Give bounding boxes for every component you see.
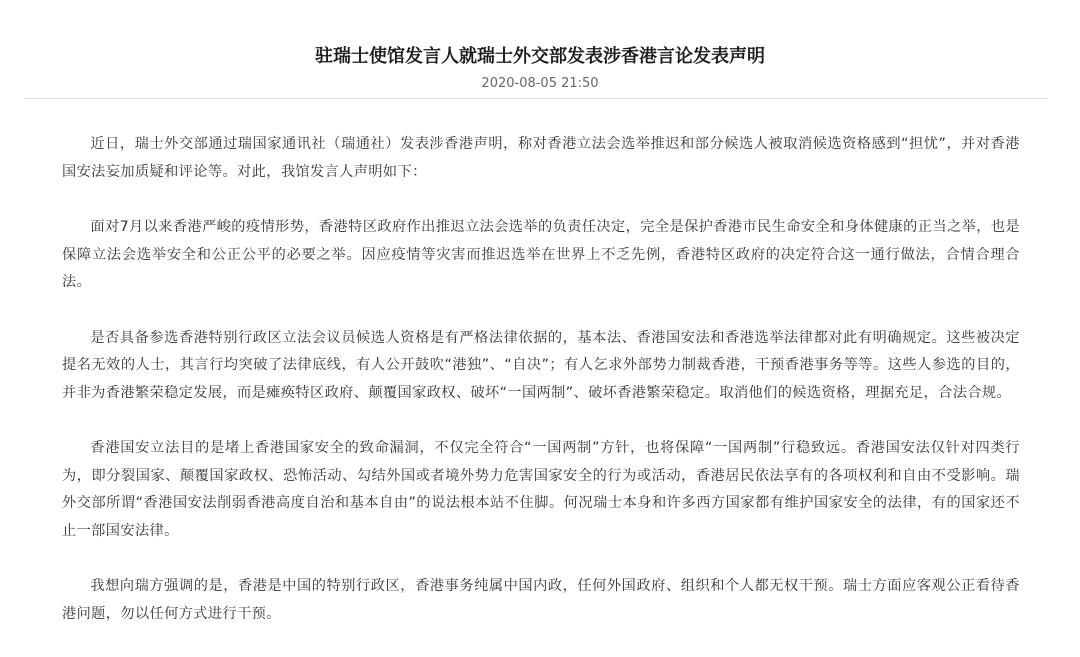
publish-date: 2020-08-05 21:50 — [481, 76, 599, 91]
divider — [24, 98, 1048, 99]
paragraph-1: 近日，瑞士外交部通过瑞国家通讯社（瑞通社）发表涉香港声明，称对香港立法会选举推迟和部分候选人被取消候选资格感到“担忧”，并对香港国安法妄加质疑和评论等。对此，我馆发言人声明如下： — [62, 136, 1020, 180]
paragraph-2: 面对7月以来香港严峻的疫情形势，香港特区政府作出推迟立法会选举的负责任决定，完全是保护香港市民生命安全和身体健康的正当之举，也是保障立法会选举安全和公正公平的必要之举。因应疫情等灾害而推迟选举在世界上不乏先例，香港特区政府的决定符合这一通行做法，合情合理合法。 — [62, 219, 1020, 290]
paragraph-4: 香港国安立法目的是堵上香港国家安全的致命漏洞，不仅完全符合“一国两制”方针，也将保障“一国两制”行稳致远。香港国安法仅针对四类行为，即分裂国家、颠覆国家政权、恐怖活动、勾结外国或者境外势力危害国家安全的行为或活动，香港居民依法享有的各项权利和自由不受影响。瑞外交部所谓“香港国安法削弱香港高度自治和基本自由”的说法根本站不住脚。何况瑞士本身和许多西方国家都有维护国家安全的法律，有的国家还不止一部国安法律。 — [62, 440, 1020, 539]
paragraph-3: 是否具备参选香港特别行政区立法会议员候选人资格是有严格法律依据的，基本法、香港国安法和香港选举法律都对此有明确规定。这些被决定提名无效的人士，其言行均突破了法律底线，有人公开鼓吹“港独”、“自决”；有人乞求外部势力制裁香港，干预香港事务等等。这些人参选的目的，并非为香港繁荣稳定发展，而是瘫痪特区政府、颠覆国家政权、破坏“一国两制”、破坏香港繁荣稳定。取消他们的候选资格，理据充足，合法合规。 — [62, 329, 1020, 401]
article-title: 驻瑞士使馆发言人就瑞士外交部发表涉香港言论发表声明 — [315, 46, 765, 67]
article-body — [62, 131, 1020, 656]
paragraph-5: 我想向瑞方强调的是，香港是中国的特别行政区，香港事务纯属中国内政，任何外国政府、组织和个人都无权干预。瑞士方面应客观公正看待香港问题，勿以任何方式进行干预。 — [62, 578, 1020, 622]
